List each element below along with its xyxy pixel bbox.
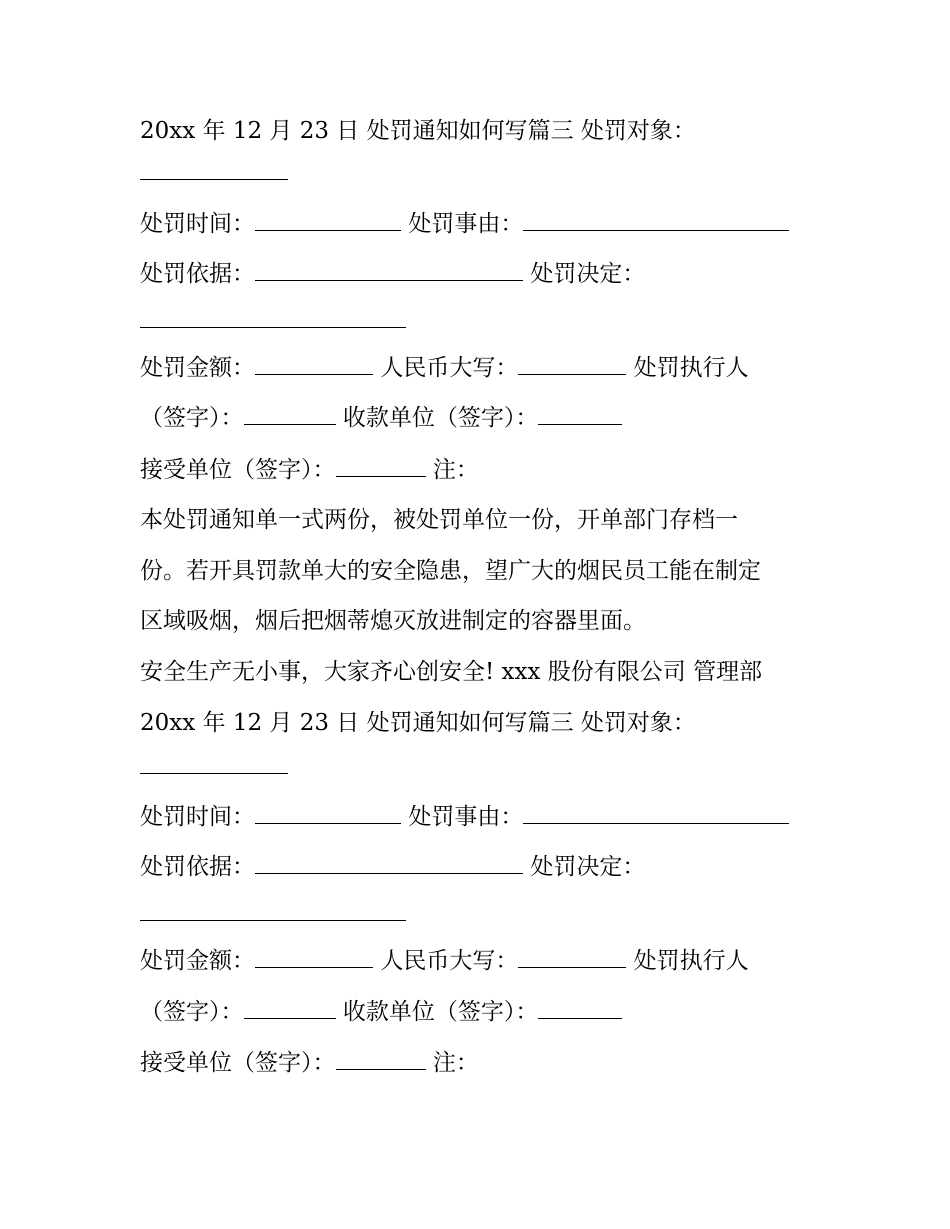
time-label: 处罚时间： xyxy=(140,211,255,237)
rmb-label: 人民币大写： xyxy=(380,948,519,974)
rmb-blank xyxy=(518,356,626,375)
block2-amount-line xyxy=(140,946,749,976)
block2-time-reason-line xyxy=(140,802,789,832)
notice-text-2: 份。若开具罚款单大的安全隐患，望广大的烟民员工能在制定 xyxy=(140,558,761,584)
sign-label: （签字）： xyxy=(140,405,244,431)
heading-text: 20xx 年 12 月 23 日 处罚通知如何写篇三 处罚对象： xyxy=(140,710,696,736)
notice-text-1: 本处罚通知单一式两份，被处罚单位一份，开单部门存档一 xyxy=(140,507,738,533)
amount-label: 处罚金额： xyxy=(140,355,255,381)
basis-blank xyxy=(255,262,523,281)
basis-label: 处罚依据： xyxy=(140,261,255,287)
block2-sign-line xyxy=(140,997,622,1027)
heading-text: 20xx 年 12 月 23 日 处罚通知如何写篇三 处罚对象： xyxy=(140,118,696,144)
sign-blank xyxy=(244,406,336,425)
basis-label: 处罚依据： xyxy=(140,854,255,880)
reason-label: 处罚事由： xyxy=(408,211,524,237)
receiver-blank xyxy=(336,458,426,477)
payee-blank xyxy=(538,406,622,425)
sign-label: （签字）： xyxy=(140,999,244,1025)
notice-text-4: 安全生产无小事，大家齐心创安全! xxx 股份有限公司 管理部 xyxy=(140,659,763,685)
block1-decision-blank-line xyxy=(140,306,406,336)
amount-blank xyxy=(255,356,373,375)
block1-object-blank-line xyxy=(140,158,288,188)
notice-line-3 xyxy=(140,606,646,636)
sign-blank xyxy=(244,1000,336,1019)
basis-blank xyxy=(255,855,523,874)
executor-label: 处罚执行人 xyxy=(633,948,749,974)
time-blank xyxy=(255,212,401,231)
decision-blank xyxy=(140,309,406,328)
time-blank xyxy=(255,805,401,824)
block1-basis-decision-line xyxy=(140,259,645,289)
object-blank xyxy=(140,755,288,774)
notice-line-1 xyxy=(140,505,738,535)
block2-object-blank-line xyxy=(140,752,288,782)
receiver-blank xyxy=(336,1051,426,1070)
notice-line-2 xyxy=(140,556,761,586)
reason-label: 处罚事由： xyxy=(408,804,524,830)
block2-basis-decision-line xyxy=(140,852,645,882)
decision-blank xyxy=(140,902,406,921)
note-label: 注： xyxy=(432,1050,479,1076)
decision-label: 处罚决定： xyxy=(530,854,646,880)
block1-receiver-line xyxy=(140,455,479,485)
block2-heading xyxy=(140,708,696,738)
notice-text-3: 区域吸烟，烟后把烟蒂熄灭放进制定的容器里面。 xyxy=(140,608,646,634)
decision-label: 处罚决定： xyxy=(530,261,646,287)
receiver-label: 接受单位（签字）： xyxy=(140,457,336,483)
executor-label: 处罚执行人 xyxy=(633,355,749,381)
receiver-label: 接受单位（签字）： xyxy=(140,1050,336,1076)
object-blank xyxy=(140,161,288,180)
block1-time-reason-line xyxy=(140,209,789,239)
reason-blank xyxy=(523,212,789,231)
amount-label: 处罚金额： xyxy=(140,948,255,974)
rmb-label: 人民币大写： xyxy=(380,355,519,381)
block1-heading xyxy=(140,116,696,146)
block1-amount-line xyxy=(140,353,749,383)
block1-sign-line xyxy=(140,403,622,433)
payee-blank xyxy=(538,1000,622,1019)
block2-receiver-line xyxy=(140,1048,479,1078)
time-label: 处罚时间： xyxy=(140,804,255,830)
rmb-blank xyxy=(518,949,626,968)
reason-blank xyxy=(523,805,789,824)
amount-blank xyxy=(255,949,373,968)
payee-label: 收款单位（签字）： xyxy=(342,999,539,1025)
notice-line-4 xyxy=(140,657,762,687)
note-label: 注： xyxy=(432,457,479,483)
payee-label: 收款单位（签字）： xyxy=(342,405,539,431)
block2-decision-blank-line xyxy=(140,899,406,929)
